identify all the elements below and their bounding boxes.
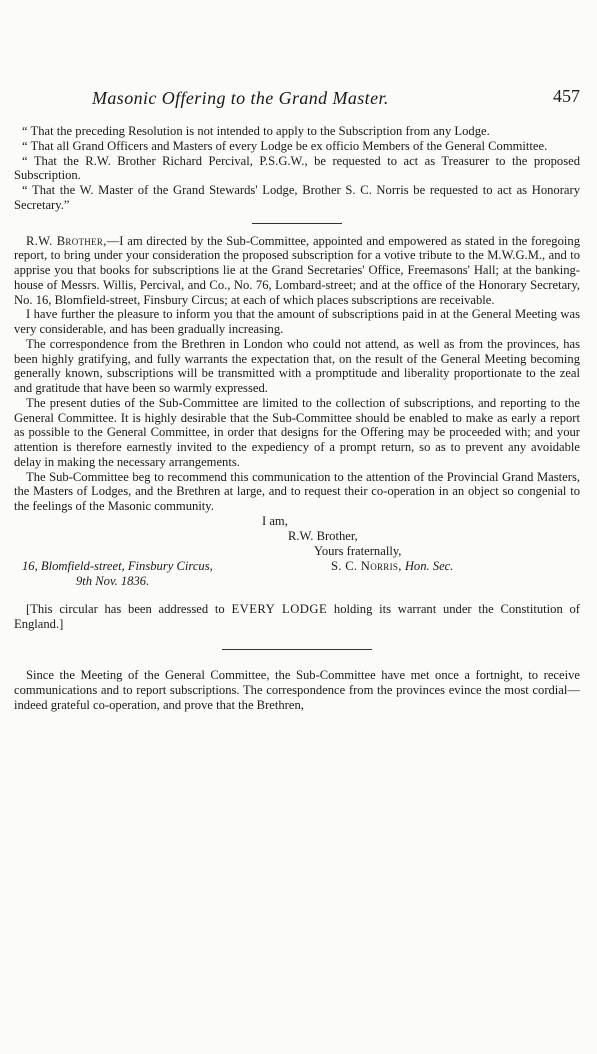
section-divider: [252, 223, 342, 224]
closing-paragraph: Since the Meeting of the General Committee, the Sub-Committee have met once a fortnight, to receive communications and to report subscriptions. The correspondence from the provinces evince the most cordial—indeed grateful co-operation, and prove that the Brethren,: [14, 668, 580, 712]
page-text: [14, 124, 580, 713]
resolution-3: “ That the R.W. Brother Richard Percival, P.S.G.W., be requested to act as Treasurer to the proposed Subscription.: [14, 153, 580, 183]
running-header: [14, 78, 580, 118]
page-number: 457: [553, 86, 580, 106]
letter-paragraph-5: The Sub-Committee beg to recommend this communication to the attention of the Provincial Grand Masters, the Masters of Lodges, and the Brethren at large, and to request their co-operation in an object so congenial to the feelings of the Masonic community.: [14, 469, 580, 513]
letter-paragraph-1: [14, 234, 580, 308]
circular-note: [14, 602, 580, 632]
signature-title: Hon. Sec.: [404, 558, 454, 573]
closing-signature: [331, 559, 453, 574]
closing-rw-brother: R.W. Brother,: [288, 528, 358, 543]
signature-name: S. C. Norris,: [331, 558, 402, 573]
running-title: Masonic Offering to the Grand Master.: [92, 88, 389, 108]
closing-yours: Yours fraternally,: [314, 543, 402, 558]
resolution-1: “ That the preceding Resolution is not intended to apply to the Subscription from any Lodge.: [22, 124, 490, 138]
resolution-4: “ That the W. Master of the Grand Stewards' Lodge, Brother S. C. Norris be requested to act as Honorary Secretary.”: [14, 183, 580, 212]
note-before: [This circular has been addressed to: [26, 601, 232, 616]
letter-paragraph-1-text: —I am directed by the Sub-Committee, appointed and empowered as stated in the foregoing report, to bring under your consideration the proposed subscription for a votive tribute to the M.W.G.M., and to apprise you that books for subscriptions lie at the Grand Secretaries' Office, Freemasons' Hall; at the banking-house of Messrs. Willis, Percival, and Co., No. 76, Lombard-street; and at the office of the Honorary Secretary, No. 16, Blomfield-street, Finsbury Circus; at each of which places subscriptions are receivable.: [14, 233, 580, 307]
closing-address: 16, Blomfield-street, Finsbury Circus,: [22, 558, 213, 573]
letter-paragraph-3: The correspondence from the Brethren in London who could not attend, as well as from the provinces, has been highly gratifying, and fully warrants the expectation that, on the result of the General Meeting becoming generally known, subscriptions will be transmitted with a promptitude and liberality proportionate to the zeal and gratitude that have been so warmly expressed.: [14, 336, 580, 395]
resolution-2: “ That all Grand Officers and Masters of every Lodge be ex officio Members of the General Committee.: [22, 138, 548, 153]
letter-paragraph-4: The present duties of the Sub-Committee are limited to the collection of subscriptions, and reporting to the General Committee. It is highly desirable that the Sub-Committee should be enabled to make as early a report as possible to the General Committee, in order that designs for the Offering may be proceeded with; and your attention is therefore earnestly invited to the expediency of a prompt return, so as to prevent any avoidable delay in making the necessary arrangements.: [14, 395, 580, 469]
note-emphasis: EVERY LODGE: [231, 601, 328, 616]
section-divider-2: [222, 649, 372, 650]
closing-date: 9th Nov. 1836.: [76, 573, 150, 588]
closing-date-row: [14, 574, 580, 590]
letter-paragraph-2: I have further the pleasure to inform you that the amount of subscriptions paid in at the General Meeting was very considerable, and has been gradually increasing.: [14, 307, 580, 336]
salutation: R.W. Brother,: [26, 233, 107, 248]
closing-i-am: I am,: [262, 513, 288, 528]
letter-closing: [14, 514, 580, 578]
note-after: holding its warrant under the Constitution of England.]: [14, 601, 580, 631]
